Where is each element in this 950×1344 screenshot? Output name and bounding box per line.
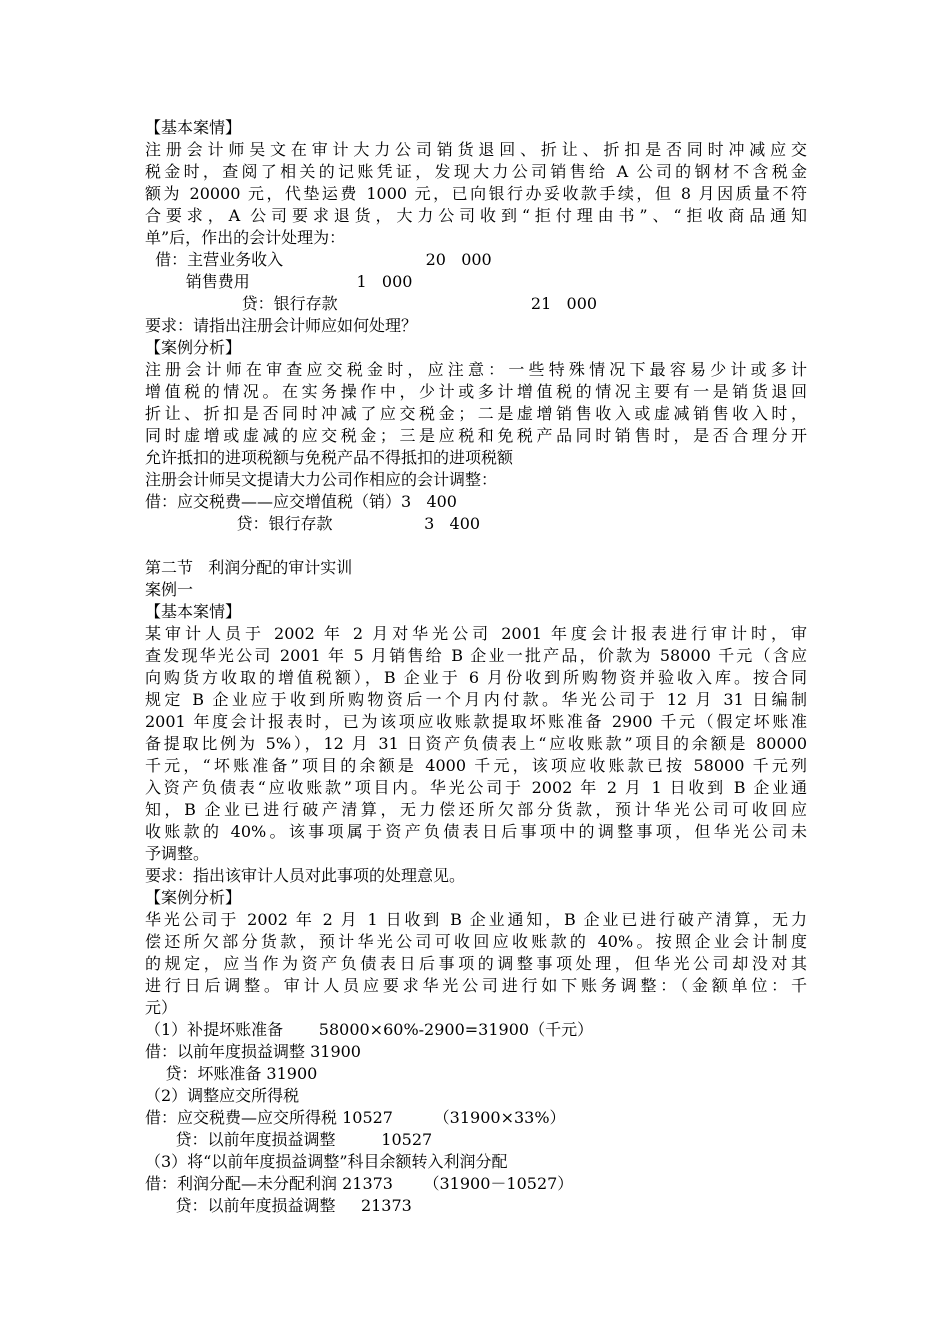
heading-case-analysis: 【案例分析】 bbox=[145, 888, 242, 907]
journal-entry-line: 借：主营业务收入 20 000 bbox=[145, 250, 492, 269]
paragraph-line: 注册会计师吴文提请大力公司作相应的会计调整： bbox=[145, 470, 498, 489]
case-title: 案例一 bbox=[145, 580, 194, 599]
paragraph-line: 收账款的 40%。该事项属于资产负债表日后事项中的调整事项，但华光公司未 bbox=[145, 822, 807, 841]
paragraph-line: 偿还所欠部分货款，预计华光公司可收回应收账款的 40%。按照企业会计制度 bbox=[145, 932, 807, 951]
paragraph-line: 注册会计师吴文在审计大力公司销货退回、折让、折扣是否同时冲减应交 bbox=[145, 140, 807, 159]
requirement-line: 要求：请指出注册会计师应如何处理？ bbox=[145, 316, 418, 335]
section-title: 第二节 利润分配的审计实训 bbox=[145, 558, 353, 577]
paragraph-line: 2001 年度会计报表时，已为该项应收账款提取坏账准备 2900 千元（假定坏账准 bbox=[145, 712, 807, 731]
journal-entry-line: 借：利润分配—未分配利润 21373 （31900－10527） bbox=[145, 1174, 574, 1193]
paragraph-line: 折让、折扣是否同时冲减了应交税金；二是虚增销售收入或虚减销售收入时， bbox=[145, 404, 807, 423]
paragraph-line: 同时虚增或虚减的应交税金；三是应税和免税产品同时销售时，是否合理分开 bbox=[145, 426, 807, 445]
paragraph-line: 注册会计师在审查应交税金时，应注意：一些特殊情况下最容易少计或多计 bbox=[145, 360, 807, 379]
journal-entry-line: 贷：以前年度损益调整 10527 bbox=[145, 1130, 433, 1149]
paragraph-line: 增值税的情况。在实务操作中，少计或多计增值税的情况主要有一是销货退回 bbox=[145, 382, 807, 401]
paragraph-line: 予调整。 bbox=[145, 844, 210, 863]
paragraph-line: 元） bbox=[145, 998, 178, 1017]
journal-entry-line: 贷：坏账准备 31900 bbox=[145, 1064, 318, 1083]
paragraph-line: 进行日后调整。审计人员应要求华光公司进行如下账务调整：（金额单位：千 bbox=[145, 976, 807, 995]
adjustment-step: （1）补提坏账准备 58000×60%-2900=31900（千元） bbox=[145, 1020, 594, 1039]
paragraph-line: 查发现华光公司 2001 年 5 月销售给 B 企业一批产品，价款为 58000 千元（含应 bbox=[145, 646, 807, 665]
paragraph-line: 入资产负债表“应收账款”项目内。华光公司于 2002 年 2 月 1 日收到 B 企业通 bbox=[145, 778, 807, 797]
heading-basic-case: 【基本案情】 bbox=[145, 602, 242, 621]
paragraph-line: 规定 B 企业应于收到所购物资后一个月内付款。华光公司于 12 月 31 日编制 bbox=[145, 690, 807, 709]
paragraph-line: 向购货方收取的增值税额），B 企业于 6 月份收到所购物资并验收入库。按合同 bbox=[145, 668, 807, 687]
requirement-line: 要求：指出该审计人员对此事项的处理意见。 bbox=[145, 866, 466, 885]
adjustment-step: （3）将“以前年度损益调整”科目余额转入利润分配 bbox=[145, 1152, 508, 1171]
paragraph-line: 允许抵扣的进项税额与免税产品不得抵扣的进项税额 bbox=[145, 448, 514, 467]
paragraph-line: 知，B 企业已进行破产清算，无力偿还所欠部分货款，预计华光公司可收回应 bbox=[145, 800, 807, 819]
paragraph-line: 千元，“坏账准备”项目的余额是 4000 千元，该项应收账款已按 58000 千元列 bbox=[145, 756, 807, 775]
paragraph-line: 备提取比例为 5%），12 月 31 日资产负债表上“应收账款”项目的余额是 80000 bbox=[145, 734, 807, 753]
paragraph-line: 华光公司于 2002 年 2 月 1 日收到 B 企业通知，B 企业已进行破产清算，无力 bbox=[145, 910, 807, 929]
journal-entry-line: 销售费用 1 000 bbox=[145, 272, 413, 291]
paragraph-line: 额为 20000 元，代垫运费 1000 元，已向银行办妥收款手续，但 8 月因质量不符 bbox=[145, 184, 807, 203]
journal-entry-line: 借：应交税费—应交所得税 10527 （31900×33%） bbox=[145, 1108, 566, 1127]
heading-case-analysis: 【案例分析】 bbox=[145, 338, 242, 357]
journal-entry-line: 贷：以前年度损益调整 21373 bbox=[145, 1196, 412, 1215]
heading-basic-case: 【基本案情】 bbox=[145, 118, 242, 137]
journal-entry-line: 借：应交税费——应交增值税（销）3 400 bbox=[145, 492, 457, 511]
journal-entry-line: 借：以前年度损益调整 31900 bbox=[145, 1042, 361, 1061]
paragraph-line: 税金时，查阅了相关的记账凭证，发现大力公司销售给 A 公司的钢材不含税金 bbox=[145, 162, 807, 181]
adjustment-step: （2）调整应交所得税 bbox=[145, 1086, 300, 1105]
journal-entry-line: 贷：银行存款 21 000 bbox=[145, 294, 598, 313]
paragraph-line: 某审计人员于 2002 年 2 月对华光公司 2001 年度会计报表进行审计时，审 bbox=[145, 624, 807, 643]
journal-entry-line: 贷：银行存款 3 400 bbox=[145, 514, 481, 533]
paragraph-line: 的规定，应当作为资产负债表日后事项的调整事项处理，但华光公司却没对其 bbox=[145, 954, 807, 973]
paragraph-line: 合要求，A 公司要求退货，大力公司收到“拒付理由书”、“拒收商品通知 bbox=[145, 206, 807, 225]
paragraph-line: 单”后，作出的会计处理为： bbox=[145, 228, 346, 247]
